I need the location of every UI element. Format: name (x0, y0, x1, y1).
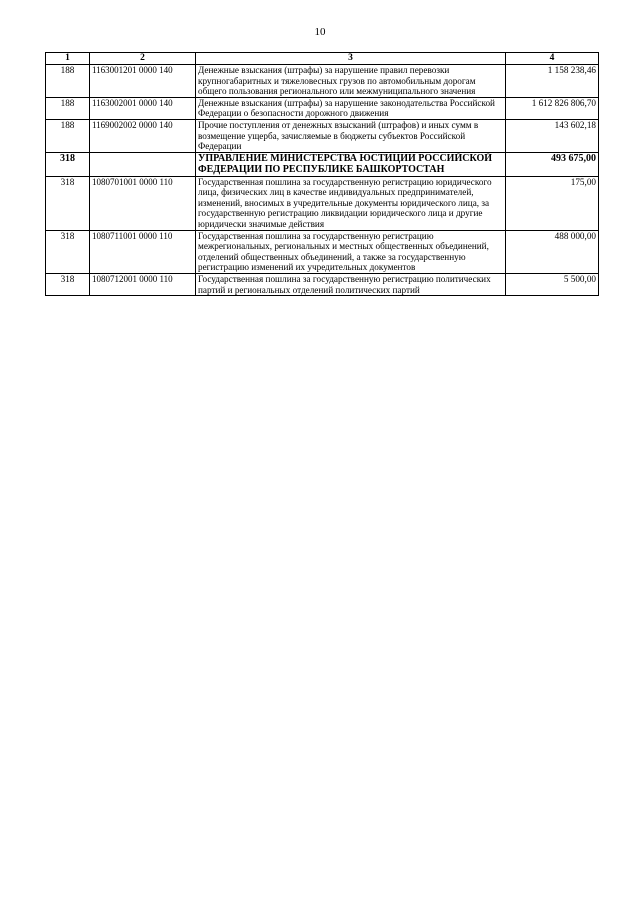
amount-cell: 143 602,18 (506, 119, 599, 152)
admin-code-cell: 318 (46, 152, 90, 176)
amount-cell: 1 158 238,46 (506, 65, 599, 98)
admin-code-cell: 188 (46, 97, 90, 119)
amount-cell: 5 500,00 (506, 273, 599, 295)
header-col-2: 2 (90, 53, 196, 65)
revenue-code-cell: 1080712001 0000 110 (90, 273, 196, 295)
table-row (46, 230, 599, 273)
table-row (46, 119, 599, 152)
amount-cell: 175,00 (506, 176, 599, 230)
table-header-row (46, 53, 599, 65)
revenue-name-cell: Прочие поступления от денежных взысканий (штрафов) и иных сумм в возмещение ущерба, зачисляемые в бюджеты субъектов Российской Федерации (196, 119, 506, 152)
table-row (46, 97, 599, 119)
revenue-name-cell: Денежные взыскания (штрафы) за нарушение законодательства Российской Федерации о безопасности дорожного движения (196, 97, 506, 119)
table-row (46, 176, 599, 230)
amount-cell: 493 675,00 (506, 152, 599, 176)
amount-cell: 488 000,00 (506, 230, 599, 273)
admin-code-cell: 318 (46, 273, 90, 295)
amount-cell: 1 612 826 806,70 (506, 97, 599, 119)
revenue-code-cell: 1163002001 0000 140 (90, 97, 196, 119)
revenue-name-cell: Государственная пошлина за государственную регистрацию политических партий и региональных отделений политических партий (196, 273, 506, 295)
revenue-name-cell: Государственная пошлина за государственную регистрацию межрегиональных, региональных и местных общественных объединений, отделений общественных объединений, а также за государственную регистрацию изменений их учредительных документов (196, 230, 506, 273)
header-col-4: 4 (506, 53, 599, 65)
table-row (46, 152, 599, 176)
revenue-code-cell: 1169002002 0000 140 (90, 119, 196, 152)
admin-code-cell: 318 (46, 176, 90, 230)
header-col-1: 1 (46, 53, 90, 65)
revenue-name-cell: УПРАВЛЕНИЕ МИНИСТЕРСТВА ЮСТИЦИИ РОССИЙСКОЙ ФЕДЕРАЦИИ ПО РЕСПУБЛИКЕ БАШКОРТОСТАН (196, 152, 506, 176)
table-row (46, 65, 599, 98)
table-body (46, 65, 599, 296)
admin-code-cell: 188 (46, 65, 90, 98)
table-row (46, 273, 599, 295)
admin-code-cell: 188 (46, 119, 90, 152)
revenue-code-cell: 1080701001 0000 110 (90, 176, 196, 230)
header-col-3: 3 (196, 53, 506, 65)
revenue-code-cell: 1163001201 0000 140 (90, 65, 196, 98)
revenue-name-cell: Денежные взыскания (штрафы) за нарушение правил перевозки крупногабаритных и тяжеловесных грузов по автомобильным дорогам общего пользования регионального или межмуниципального значения (196, 65, 506, 98)
revenue-table (45, 52, 599, 296)
revenue-name-cell: Государственная пошлина за государственную регистрацию юридического лица, физических лиц в качестве индивидуальных предпринимателей, изменений, вносимых в учредительные документы юридического лица, за государственную регистрацию ликвидации юридического лица и другие юридически значимые действия (196, 176, 506, 230)
admin-code-cell: 318 (46, 230, 90, 273)
revenue-code-cell (90, 152, 196, 176)
revenue-code-cell: 1080711001 0000 110 (90, 230, 196, 273)
page-number: 10 (314, 26, 326, 38)
